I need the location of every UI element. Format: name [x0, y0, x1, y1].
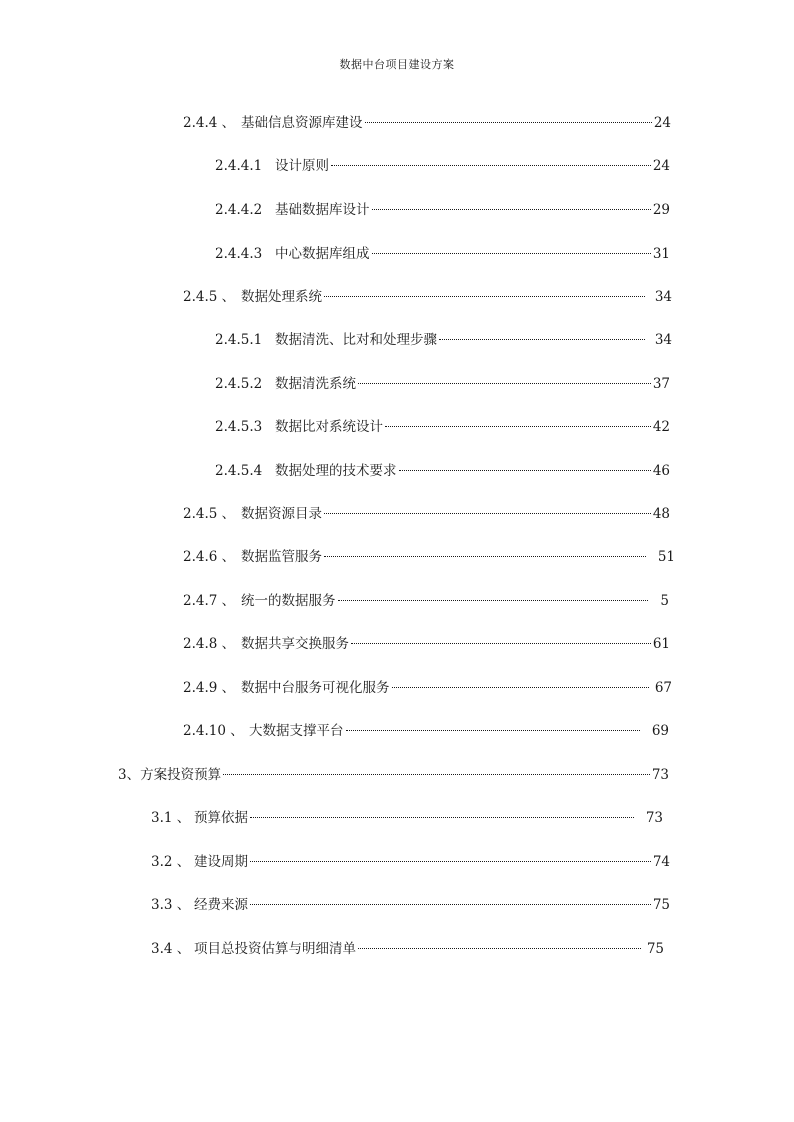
- toc-entry-title: 数据处理系统: [241, 289, 322, 305]
- toc-entry-number: 2.4.5.3: [215, 419, 263, 435]
- toc-entry-2-4-4-1[interactable]: [215, 152, 670, 175]
- toc-entry-2-4-7[interactable]: [183, 587, 669, 610]
- toc-dot-leader: [372, 240, 651, 258]
- toc-entry-number: 2.4.6 、: [183, 549, 236, 565]
- toc-entry-title: 预算依据: [194, 810, 248, 826]
- toc-entry-2-4-5-3[interactable]: [215, 413, 670, 436]
- toc-entry-page: 73: [645, 810, 663, 826]
- toc-entry-title: 方案投资预算: [140, 767, 222, 783]
- toc-entry-number: 2.4.5 、: [183, 506, 236, 522]
- toc-entry-page: 69: [651, 723, 669, 739]
- toc-entry-number: 2.4.10 、: [183, 723, 244, 739]
- toc-entry-title: 中心数据库组成: [275, 246, 370, 262]
- toc-entry-number: 2.4.4.2: [215, 202, 263, 218]
- toc-entry-page: 24: [653, 115, 671, 131]
- toc-entry-number: 3.1 、: [151, 810, 191, 826]
- toc-dot-leader: [351, 630, 651, 648]
- toc-entry-title: 统一的数据服务: [241, 593, 336, 609]
- toc-entry-page: 75: [652, 897, 670, 913]
- toc-dot-leader: [324, 283, 645, 301]
- toc-entry-title: 基础数据库设计: [275, 202, 370, 218]
- toc-entry-number: 2.4.4 、: [183, 115, 236, 131]
- toc-entry-3-2[interactable]: [151, 848, 670, 871]
- toc-entry-title: 数据资源目录: [241, 506, 322, 522]
- toc-dot-leader: [372, 196, 651, 214]
- toc-entry-page: 34: [654, 289, 672, 305]
- toc-entry-page: 74: [652, 854, 670, 870]
- toc-entry-number: 3.3 、: [151, 897, 191, 913]
- toc-entry-page: 51: [657, 549, 675, 565]
- toc-dot-leader: [358, 935, 641, 953]
- toc-entry-title: 数据处理的技术要求: [275, 463, 397, 479]
- toc-entry-page: 46: [652, 463, 670, 479]
- toc-entry-2-4-9[interactable]: [183, 674, 672, 697]
- toc-entry-page: 73: [651, 767, 669, 783]
- toc-entry-2-4-10[interactable]: [183, 717, 669, 740]
- toc-entry-page: 24: [652, 158, 670, 174]
- toc-entry-2-4-5-2[interactable]: [215, 370, 670, 393]
- toc-entry-title: 数据监管服务: [241, 549, 322, 565]
- toc-entry-title: 经费来源: [194, 897, 248, 913]
- toc-entry-number: 2.4.4.3: [215, 246, 263, 262]
- toc-entry-number: 2.4.5.2: [215, 376, 263, 392]
- toc-entry-3[interactable]: [118, 761, 669, 784]
- toc-entry-2-4-5-1[interactable]: [215, 326, 672, 349]
- toc-dot-leader: [250, 804, 634, 822]
- toc-dot-leader: [392, 674, 649, 692]
- toc-entry-2-4-4-3[interactable]: [215, 240, 670, 263]
- toc-entry-title: 大数据支撑平台: [249, 723, 344, 739]
- toc-entry-title: 数据清洗系统: [275, 376, 356, 392]
- toc-entry-title: 数据清洗、比对和处理步骤: [275, 332, 437, 348]
- toc-entry-title: 基础信息资源库建设: [241, 115, 363, 131]
- toc-entry-3-4[interactable]: [151, 935, 664, 958]
- toc-entry-title: 设计原则: [275, 158, 329, 174]
- toc-entry-page: 48: [652, 506, 670, 522]
- toc-entry-title: 项目总投资估算与明细清单: [194, 941, 356, 957]
- toc-entry-2-4-6[interactable]: [183, 543, 675, 566]
- toc-dot-leader: [399, 457, 651, 475]
- toc-entry-title: 数据比对系统设计: [275, 419, 383, 435]
- toc-dot-leader: [358, 370, 651, 388]
- toc-dot-leader: [365, 109, 652, 127]
- toc-entry-2-4-8[interactable]: [183, 630, 670, 653]
- toc-dot-leader: [385, 413, 651, 431]
- toc-entry-2-4-4[interactable]: [183, 109, 671, 132]
- toc-entry-number: 2.4.9 、: [183, 680, 236, 696]
- toc-dot-leader: [250, 848, 651, 866]
- toc-dot-leader: [439, 326, 645, 344]
- toc-entry-number: 3.4 、: [151, 941, 191, 957]
- toc-entry-3-1[interactable]: [151, 804, 663, 827]
- toc-entry-number: 2.4.7 、: [183, 593, 236, 609]
- toc-entry-page: 37: [652, 376, 670, 392]
- toc-entry-number: 2.4.4.1: [215, 158, 263, 174]
- toc-entry-page: 61: [652, 636, 670, 652]
- toc-dot-leader: [331, 152, 651, 170]
- toc-entry-number: 2.4.5.1: [215, 332, 263, 348]
- toc-entry-page: 31: [652, 246, 670, 262]
- toc-entry-title: 建设周期: [194, 854, 248, 870]
- toc-entry-page: 5: [660, 593, 669, 609]
- toc-dot-leader: [324, 543, 646, 561]
- toc-entry-number: 3、: [118, 767, 141, 783]
- toc-entry-page: 34: [654, 332, 672, 348]
- toc-entry-number: 2.4.8 、: [183, 636, 236, 652]
- toc-dot-leader: [338, 587, 649, 605]
- toc-entry-number: 2.4.5.4: [215, 463, 263, 479]
- toc-entry-2-4-5-4[interactable]: [215, 457, 670, 480]
- toc-entry-page: 42: [652, 419, 670, 435]
- toc-entry-page: 29: [652, 202, 670, 218]
- toc-entry-title: 数据中台服务可视化服务: [241, 680, 390, 696]
- toc-dot-leader: [346, 717, 640, 735]
- page-header: 数据中台项目建设方案: [339, 58, 455, 71]
- toc-entry-2-4-4-2[interactable]: [215, 196, 670, 219]
- toc-entry-number: 3.2 、: [151, 854, 191, 870]
- toc-entry-page: 67: [654, 680, 672, 696]
- toc-entry-3-3[interactable]: [151, 891, 670, 914]
- toc-dot-leader: [250, 891, 651, 909]
- toc-entry-2-4-5-b[interactable]: [183, 500, 670, 523]
- toc-dot-leader: [223, 761, 650, 779]
- toc-entry-2-4-5[interactable]: [183, 283, 672, 306]
- toc-entry-page: 75: [646, 941, 664, 957]
- toc-entry-number: 2.4.5 、: [183, 289, 236, 305]
- toc-dot-leader: [324, 500, 651, 518]
- toc-entry-title: 数据共享交换服务: [241, 636, 349, 652]
